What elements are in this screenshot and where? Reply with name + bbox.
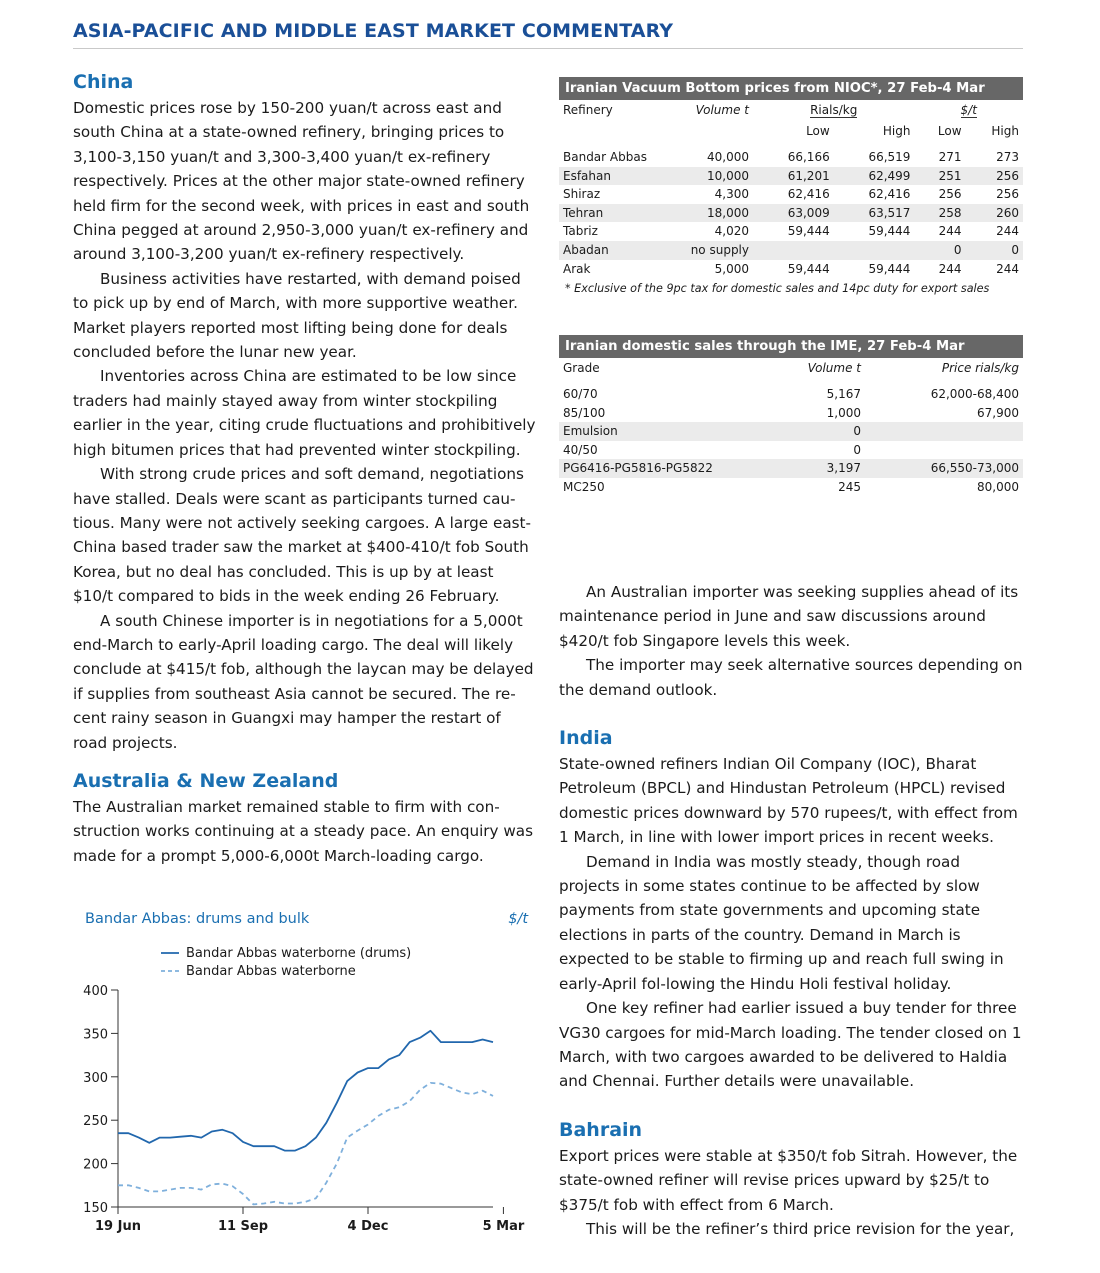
china-paragraph: Business activities have restarted, with demand poised to pick up by end of March, with more supportive weather. Market players reported most lifting being done for deals concluded before the lunar new year.	[73, 269, 521, 362]
india-paragraph: One key refiner had earlier issued a buy tender for three VG30 cargoes for mid-March loading. The tender closed on 1 March, with two cargoes awarded to be delivered to Haldia and Chennai. Further details were unavailable.	[559, 999, 1022, 1091]
nioc-header-usd: $/t	[960, 103, 977, 117]
page-title: ASIA-PACIFIC AND MIDDLE EAST MARKET COMMENTARY	[73, 20, 674, 42]
chart-title: Bandar Abbas: drums and bulk	[85, 911, 310, 927]
china-paragraph: A south Chinese importer is in negotiations for a 5,000t end-March to early-April loading cargo. The deal will likely conclude at $415/t fob, although the laycan may be delayed if supplies from southeast Asia cannot be secured. The re-cent rainy season in Guangxi may hamper the restart of road projects.	[73, 611, 534, 752]
china-heading: China	[73, 71, 134, 93]
nioc-header-rial-high: High	[882, 124, 911, 138]
india-paragraph: Demand in India was mostly steady, though road projects in some states continue to be affected by slow payments from state governments and upcoming state elections in parts of the country. Demand in March is expected to be stable to firming up and reach full swing in early-April fol-lowing the Hindu Holi festival holiday.	[559, 852, 1004, 993]
header-divider	[73, 48, 1023, 49]
nioc-footnote: * Exclusive of the 9pc tax for domestic sales and 14pc duty for export sales	[565, 282, 990, 296]
ime-header-grade: Grade	[563, 361, 600, 375]
right-column	[559, 580, 1024, 1241]
nioc-header-rial-low: Low	[806, 124, 830, 138]
bahrain-heading: Bahrain	[559, 1118, 643, 1141]
australia-paragraph: The importer may seek alternative sources depending on the demand outlook.	[559, 656, 1023, 699]
table-row: Emulsion 0	[559, 422, 1023, 441]
table-row: Tehran 18,000 63,009 63,517 258 260	[559, 204, 1023, 223]
left-column	[73, 68, 538, 868]
series-line-0	[118, 1031, 493, 1151]
australia-paragraph: An Australian importer was seeking supplies ahead of its maintenance period in June and saw discussions around $420/t fob Singapore levels this week.	[559, 583, 1019, 650]
chart-canvas	[73, 900, 533, 1245]
bahrain-paragraph: This will be the refiner’s third price revision for the year,	[586, 1219, 1015, 1238]
nioc-header-volume: Volume t	[695, 103, 749, 117]
y-tick-label: 150	[83, 1201, 108, 1216]
legend-label: Bandar Abbas waterborne	[186, 964, 356, 979]
table-row: 60/70 5,167 62,000-68,400	[563, 387, 1019, 401]
y-tick-label: 250	[83, 1114, 108, 1130]
chart-legend	[161, 946, 411, 979]
x-tick-label: 11 Sep	[217, 1219, 269, 1234]
table-row: Arak 5,000 59,444 59,444 244 244	[563, 261, 1019, 276]
legend-label: Bandar Abbas waterborne (drums)	[186, 946, 412, 961]
chart-unit: $/t	[508, 911, 528, 927]
india-paragraph: State-owned refiners Indian Oil Company (IOC), Bharat Petroleum (BPCL) and Hindustan Petroleum (HPCL) revised domestic prices downward by 570 rupees/t, with effect from 1 March, in line with lower import prices in recent weeks.	[559, 755, 1018, 847]
ime-table-title: Iranian domestic sales through the IME, 27 Feb-4 Mar	[559, 335, 1023, 358]
series-line-1	[118, 1083, 493, 1205]
x-tick-label: 19 Jun	[95, 1219, 141, 1234]
china-paragraph: Domestic prices rose by 150-200 yuan/t across east and south China at a state-owned refinery, bringing prices to 3,100-3,150 yuan/t and 3,300-3,400 yuan/t ex-refinery respectively. Prices at the other major state-owned refinery held firm for the second week, with prices in east and south China pegged at around 2,950-3,000 yuan/t ex-refinery and around 3,100-3,200 yuan/t ex-refinery respectively.	[73, 99, 530, 264]
ime-sales-table	[559, 335, 1023, 497]
table-row: 40/50 0	[563, 442, 861, 457]
nioc-header-rials: Rials/kg	[810, 103, 858, 117]
australia-heading: Australia & New Zealand	[73, 769, 339, 792]
china-paragraph: With strong crude prices and soft demand, negotiations have stalled. Deals were scant as participants turned cau-tious. Many were not actively seeking cargoes. A large east-China based trader saw the market at $400-410/t fob South Korea, but no deal has concluded. This is up by at least $10/t compared to bids in the week ending 26 February.	[73, 465, 531, 606]
table-row: Abadan no supply 0 0	[559, 241, 1023, 260]
nioc-header-usd-high: High	[991, 124, 1019, 138]
chart-axes	[83, 984, 525, 1234]
x-tick-label: 4 Dec	[347, 1219, 389, 1234]
table-row: 85/100 1,000 67,900	[563, 405, 1019, 420]
y-tick-label: 350	[83, 1027, 108, 1043]
page-header	[73, 20, 1023, 49]
nioc-header-usd-low: Low	[937, 124, 962, 138]
table-row: Esfahan 10,000 61,201 62,499 251 256	[559, 167, 1023, 186]
table-row: MC250 245 80,000	[563, 479, 1019, 494]
australia-paragraph: The Australian market remained stable to firm with con-struction works continuing at a steady pace. An enquiry was made for a prompt 5,000-6,000t March-loading cargo.	[73, 797, 534, 865]
ime-header-price: Price rials/kg	[941, 361, 1019, 375]
china-paragraph: Inventories across China are estimated to be low since traders had mainly stayed away from winter stockpiling earlier in the year, citing crude fluctuations and prohibitively high bitumen prices that had prevented winter stockpiling.	[73, 367, 536, 459]
chart-lines	[118, 1031, 493, 1205]
nioc-price-table	[559, 77, 1023, 295]
y-tick-label: 200	[83, 1157, 108, 1173]
bahrain-paragraph: Export prices were stable at $350/t fob Sitrah. However, the state-owned refiner will revise prices upward by $25/t to $375/t fob with effect from 6 March.	[559, 1146, 1018, 1214]
table-row: PG6416-PG5816-PG5822 3,197 66,550-73,000	[559, 459, 1023, 478]
table-row: Bandar Abbas 40,000 66,166 66,519 271 273	[563, 150, 1019, 164]
india-heading: India	[559, 727, 613, 750]
y-tick-label: 400	[83, 984, 108, 999]
x-tick-label: 5 Mar	[482, 1219, 525, 1234]
bandar-abbas-chart	[73, 900, 533, 1245]
nioc-table-title: Iranian Vacuum Bottom prices from NIOC*, 27 Feb-4 Mar	[559, 77, 1023, 100]
y-tick-label: 300	[83, 1070, 108, 1086]
table-row: Tabriz 4,020 59,444 59,444 244 244	[563, 224, 1019, 239]
ime-header-volume: Volume t	[807, 361, 861, 375]
table-row: Shiraz 4,300 62,416 62,416 256 256	[563, 187, 1019, 202]
nioc-header-refinery: Refinery	[563, 103, 613, 117]
